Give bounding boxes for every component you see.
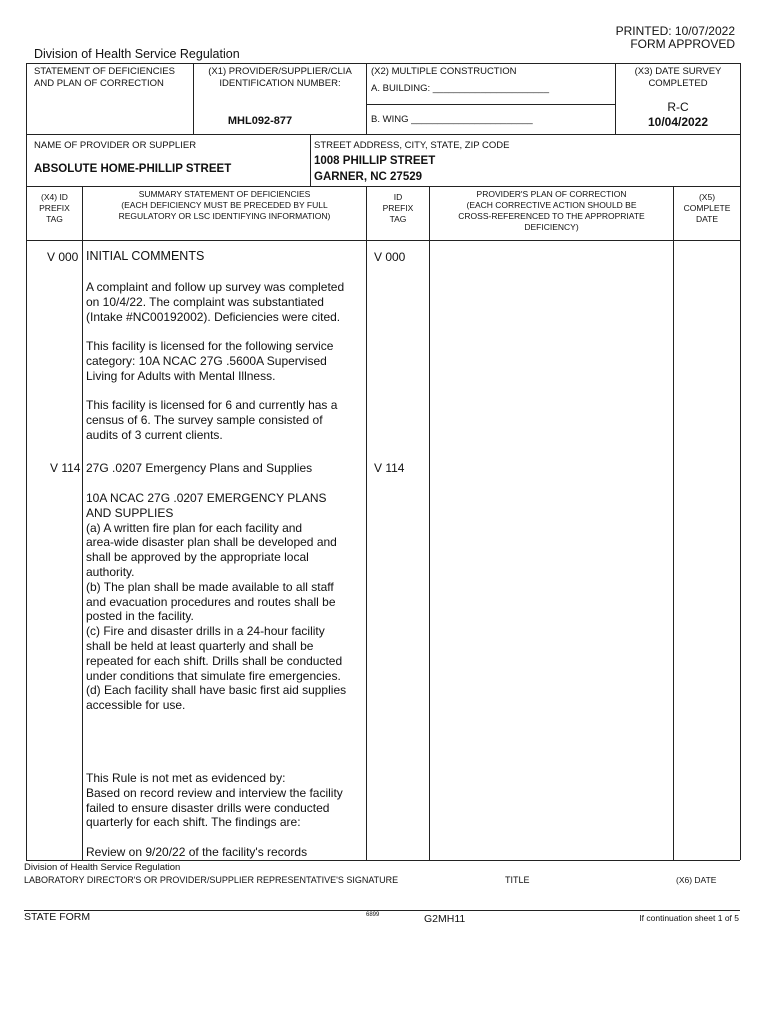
v114-title: 27G .0207 Emergency Plans and Supplies bbox=[86, 461, 313, 475]
continuation-sheet: If continuation sheet 1 of 5 bbox=[639, 913, 739, 923]
paragraph-complaint: A complaint and follow up survey was completed on 10/4/22. The complaint was substantiated (Intake #NC00192002). Deficiencies were cited. bbox=[86, 280, 345, 324]
form-number: 6899 bbox=[366, 912, 380, 918]
x6-date-label: (X6) DATE bbox=[676, 875, 717, 885]
paragraph-census: This facility is licensed for 6 and currently has a census of 6. The survey sample consisted of audits of 3 current clients. bbox=[86, 398, 338, 442]
survey-type: R-C bbox=[667, 100, 689, 114]
col-summary-header: SUMMARY STATEMENT OF DEFICIENCIES (EACH DEFICIENCY MUST BE PRECEDED BY FULL REGULATORY OR LSC IDENTIFYING INFORMATION) bbox=[118, 189, 331, 221]
v000-tag: V 000 bbox=[47, 250, 79, 264]
event-id: G2MH11 bbox=[424, 913, 466, 925]
address-label: STREET ADDRESS, CITY, STATE, ZIP CODE bbox=[314, 140, 510, 151]
v000-title: INITIAL COMMENTS bbox=[86, 249, 205, 263]
x2-label: (X2) MULTIPLE CONSTRUCTION bbox=[371, 66, 517, 77]
provider-name-label: NAME OF PROVIDER OR SUPPLIER bbox=[34, 140, 197, 151]
title-label: TITLE bbox=[505, 875, 530, 885]
survey-date: 10/04/2022 bbox=[647, 115, 709, 129]
statement-label: STATEMENT OF DEFICIENCIES AND PLAN OF CORRECTION bbox=[34, 66, 175, 89]
x1-label: (X1) PROVIDER/SUPPLIER/CLIA IDENTIFICATION NUMBER: bbox=[208, 66, 352, 89]
address-line-1: 1008 PHILLIP STREET bbox=[314, 155, 436, 167]
printed-date: PRINTED: 10/07/2022 bbox=[615, 24, 735, 38]
provider-name: ABSOLUTE HOME-PHILLIP STREET bbox=[34, 163, 232, 175]
col-x5-header: (X5) COMPLETE DATE bbox=[683, 192, 731, 224]
x3-label: (X3) DATE SURVEY COMPLETED bbox=[634, 66, 722, 89]
signature-label: LABORATORY DIRECTOR'S OR PROVIDER/SUPPLIER REPRESENTATIVE'S SIGNATURE bbox=[24, 875, 399, 885]
paragraph-rule-text: 10A NCAC 27G .0207 EMERGENCY PLANS AND SUPPLIES (a) A written fire plan for each facility and area-wide disaster plan shall be developed and shall be approved by the appropriate local authority. (b) The plan shall be made available to all staff and evacuation procedures and routes shall be posted in the facility. (c) Fire and disaster drills in a 24-hour facility shall be held at least quarterly and shall be repeated for each shift. Drills shall be conducted under conditions that simulate fire emergencies. (d) Each facility shall have basic first aid supplies accessible for use. bbox=[86, 491, 347, 713]
col-id-header: ID PREFIX TAG bbox=[382, 192, 414, 224]
form-approved: FORM APPROVED bbox=[630, 37, 735, 51]
v114-tag: V 114 bbox=[50, 461, 81, 475]
v114-id-tag: V 114 bbox=[374, 461, 405, 475]
footer-agency: Division of Health Service Regulation bbox=[24, 862, 181, 873]
state-form-label: STATE FORM bbox=[24, 911, 91, 923]
v000-id-tag: V 000 bbox=[374, 250, 406, 264]
agency-title: Division of Health Service Regulation bbox=[34, 47, 240, 61]
col-x4-header: (X4) ID PREFIX TAG bbox=[39, 192, 70, 224]
building-field: A. BUILDING: ______________________ bbox=[371, 83, 549, 94]
col-plan-header: PROVIDER'S PLAN OF CORRECTION (EACH CORRECTIVE ACTION SHOULD BE CROSS-REFERENCED TO THE APPROPRIATE DEFICIENCY) bbox=[458, 189, 645, 232]
paragraph-rule-not-met: This Rule is not met as evidenced by: Based on record review and interview the facility failed to ensure disaster drills were conducted quarterly for each shift. The findings are: bbox=[86, 771, 343, 830]
paragraph-license-category: This facility is licensed for the following service category: 10A NCAC 27G .5600A Supervised Living for Adults with Mental Illness. bbox=[86, 339, 334, 383]
wing-field: B. WING _______________________ bbox=[371, 114, 533, 125]
provider-id-number: MHL092-877 bbox=[227, 115, 293, 127]
address-line-2: GARNER, NC 27529 bbox=[314, 171, 423, 183]
paragraph-review: Review on 9/20/22 of the facility's records bbox=[86, 845, 308, 859]
